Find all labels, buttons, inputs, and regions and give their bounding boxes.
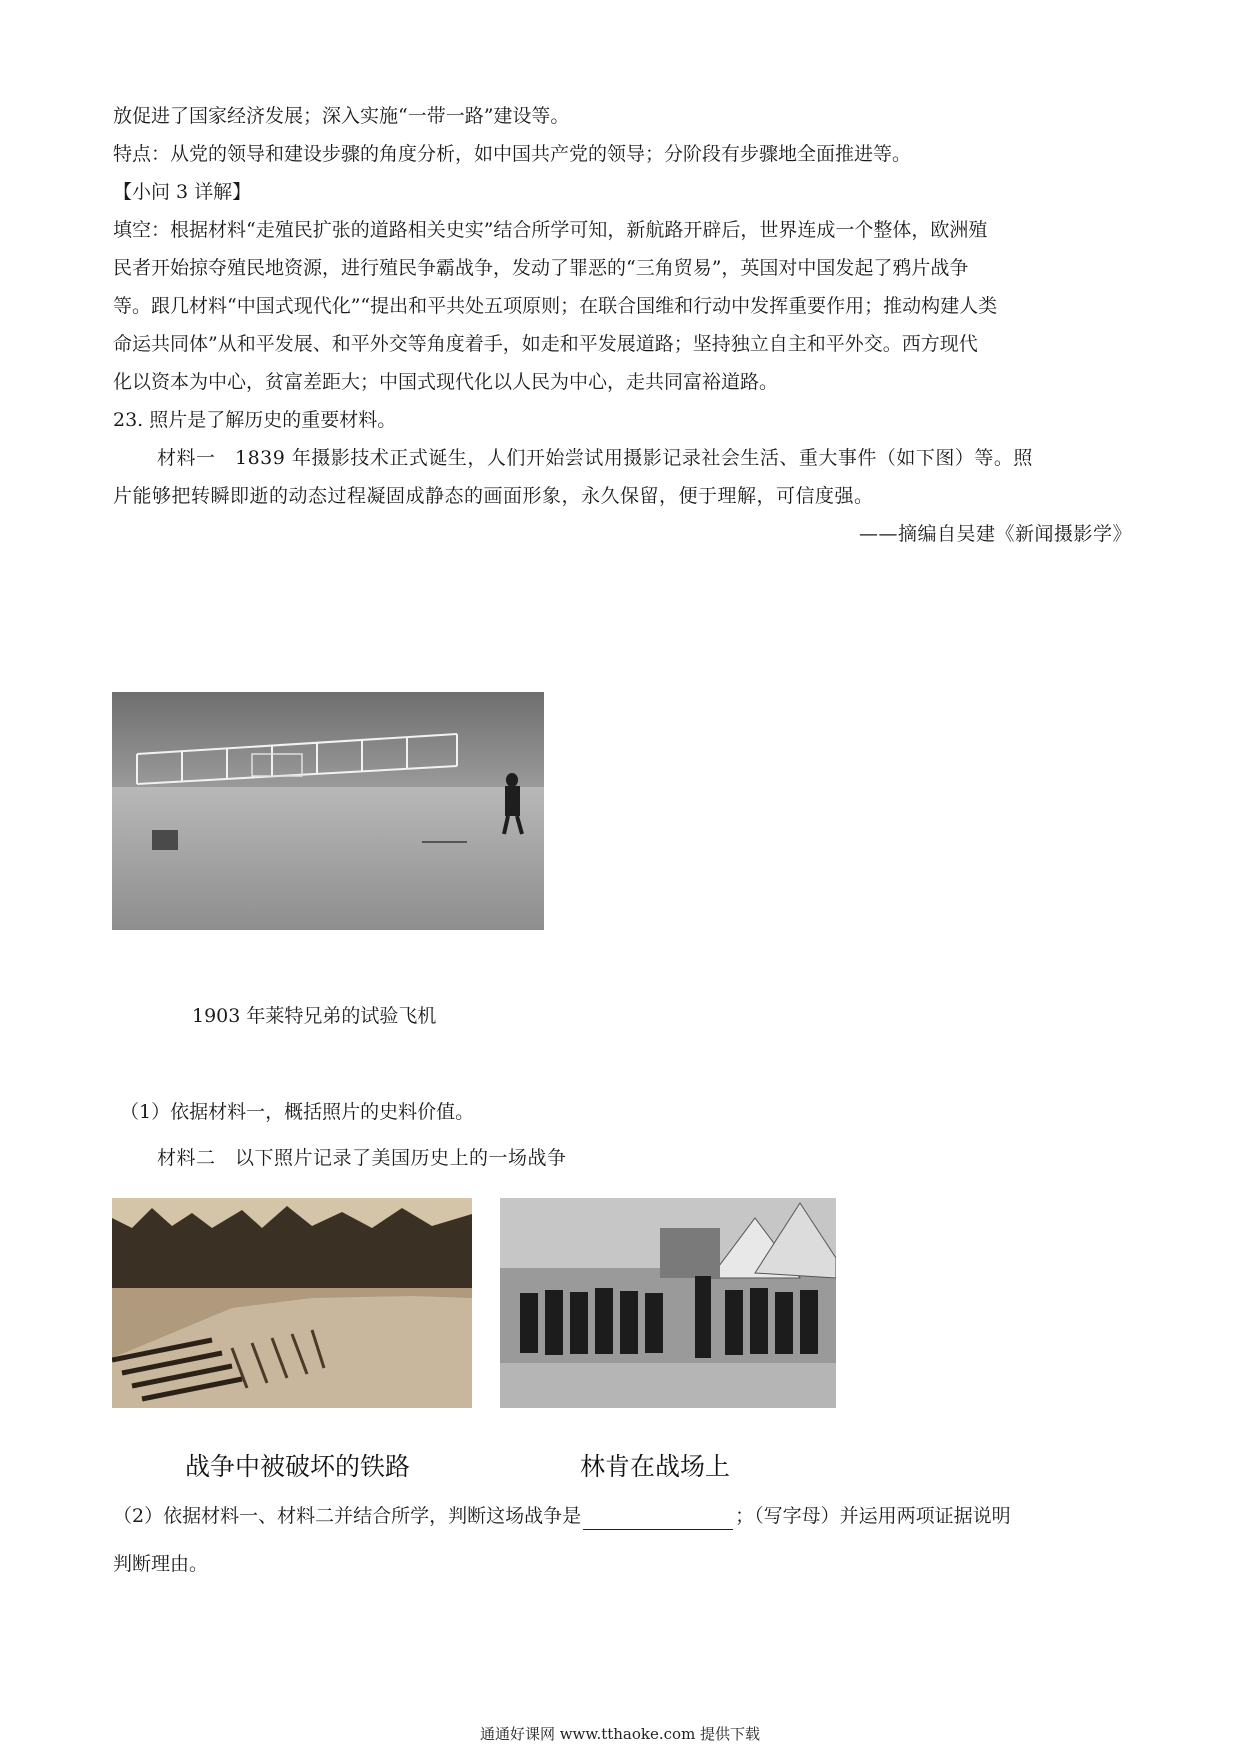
lincoln-illustration [500, 1198, 836, 1408]
paragraph-line: 命运共同体”从和平发展、和平外交等角度着手，如走和平发展道路；坚持独立自主和平外交。西方现代 [113, 333, 978, 355]
question-part-2 [113, 1502, 1132, 1530]
question-23: 23. 照片是了解历史的重要材料。 [113, 409, 397, 431]
material-one-line: 材料一 1839 年摄影技术正式诞生，人们开始尝试用摄影记录社会生活、重大事件（如下图）等。照 [157, 447, 1033, 469]
question-part-1: （1）依据材料一，概括照片的史料价值。 [120, 1101, 475, 1123]
material-one-source: ——摘编自吴建《新闻摄影学》 [858, 523, 1132, 545]
question-part-2-text-cont: ；（写字母）并运用两项证据说明 [735, 1505, 1011, 1527]
material-two-line: 材料二 以下照片记录了美国历史上的一场战争 [157, 1147, 567, 1169]
paragraph-line: 民者开始掠夺殖民地资源，进行殖民争霸战争，发动了罪恶的“三角贸易”，英国对中国发起了鸦片战争 [113, 257, 969, 279]
wright-flyer-photo [112, 692, 544, 930]
paragraph-line: 化以资本为中心，贫富差距大；中国式现代化以人民为中心，走共同富裕道路。 [113, 371, 779, 393]
railroad-caption: 战争中被破坏的铁路 [185, 1452, 411, 1481]
material-one-line: 片能够把转瞬即逝的动态过程凝固成静态的画面形象，永久保留，便于理解，可信度强。 [113, 485, 874, 507]
paragraph-line: 特点：从党的领导和建设步骤的角度分析，如中国共产党的领导；分阶段有步骤地全面推进等。 [113, 143, 912, 165]
wright-flyer-illustration [112, 692, 544, 930]
question-part-2-end: 判断理由。 [113, 1553, 209, 1575]
photo-caption: 1903 年莱特兄弟的试验飞机 [192, 1005, 437, 1027]
railroad-photo [112, 1198, 472, 1408]
paragraph-line: 填空：根据材料“走殖民扩张的道路相关史实”结合所学可知，新航路开辟后，世界连成一个整体，欧洲殖 [113, 219, 988, 241]
page-footer: 通通好课网 www.tthaoke.com 提供下载 [479, 1725, 761, 1743]
railroad-illustration [112, 1198, 472, 1408]
question-part-2-text: （2）依据材料一、材料二并结合所学，判断这场战争是 [113, 1505, 582, 1527]
lincoln-photo [500, 1198, 836, 1408]
lincoln-caption: 林肯在战场上 [580, 1452, 731, 1481]
paragraph-line: 等。跟几材料“中国式现代化”“提出和平共处五项原则；在联合国维和行动中发挥重要作用；推动构建人类 [113, 295, 998, 317]
section-heading: 【小问 3 详解】 [113, 181, 252, 203]
paragraph-line: 放促进了国家经济发展；深入实施“一带一路”建设等。 [113, 105, 570, 127]
answer-blank[interactable] [583, 1509, 733, 1530]
